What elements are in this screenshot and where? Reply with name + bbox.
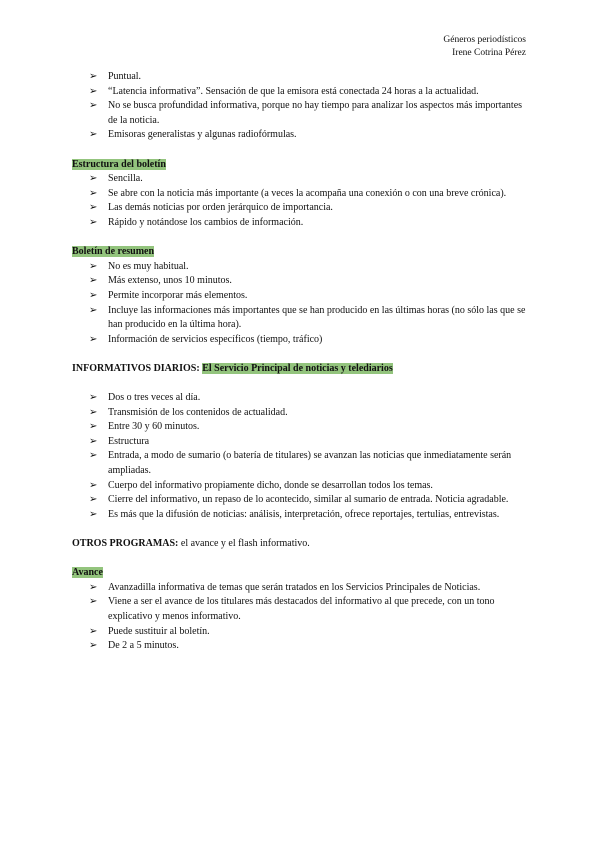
- resumen-list: [72, 260, 528, 348]
- list-item-text: Rápido y notándose los cambios de información.: [108, 216, 304, 228]
- list-item-text: Transmisión de los contenidos de actualidad.: [108, 406, 288, 418]
- diarios-list: [72, 391, 528, 522]
- arrow-bullet-icon: ➢: [89, 100, 98, 112]
- list-item-text: Cuerpo del informativo propiamente dicho, donde se desarrollan todos los temas.: [108, 479, 433, 491]
- diarios-label: INFORMATIVOS DIARIOS:: [72, 362, 200, 374]
- page-header: [443, 34, 526, 60]
- header-subject: Géneros periodísticos: [443, 35, 526, 45]
- diarios-heading: [72, 362, 528, 377]
- arrow-bullet-icon: ➢: [89, 173, 98, 185]
- arrow-bullet-icon: ➢: [89, 392, 98, 404]
- list-item-text: Entrada, a modo de sumario (o batería de titulares) se avanzan las noticias que inmediatamente serán ampliadas.: [108, 450, 512, 477]
- avance-title: Avance: [72, 567, 103, 579]
- list-item: [72, 420, 528, 435]
- list-item-text: Puntual.: [108, 71, 142, 82]
- otros-heading: [72, 537, 528, 552]
- diarios-highlight: El Servicio Principal de noticias y telediarios: [202, 362, 393, 374]
- estructura-heading: [72, 158, 528, 173]
- arrow-bullet-icon: ➢: [89, 71, 98, 82]
- list-item: [72, 333, 528, 348]
- arrow-bullet-icon: ➢: [89, 333, 98, 345]
- list-item: [72, 260, 528, 275]
- list-item-text: Dos o tres veces al día.: [108, 392, 201, 404]
- list-item: [72, 625, 528, 640]
- arrow-bullet-icon: ➢: [89, 479, 98, 491]
- list-item: [72, 128, 528, 143]
- list-item-text: Las demás noticias por orden jerárquico de importancia.: [108, 202, 333, 214]
- list-item-text: Entre 30 y 60 minutos.: [108, 421, 200, 433]
- list-item: [72, 201, 528, 216]
- list-item: [72, 304, 528, 333]
- list-item-text: Información de servicios específicos (tiempo, tráfico): [108, 333, 323, 345]
- arrow-bullet-icon: ➢: [89, 640, 98, 652]
- header-author: Irene Cotrina Pérez: [452, 48, 526, 58]
- arrow-bullet-icon: ➢: [89, 202, 98, 214]
- arrow-bullet-icon: ➢: [89, 85, 98, 97]
- list-item-text: Emisoras generalistas y algunas radiofórmulas.: [108, 129, 297, 141]
- estructura-title: Estructura del boletín: [72, 158, 166, 170]
- resumen-heading: [72, 245, 528, 260]
- list-item-text: Se abre con la noticia más importante (a veces la acompaña una conexión o con una breve crónica).: [108, 187, 507, 199]
- estructura-list: [72, 172, 528, 230]
- arrow-bullet-icon: ➢: [89, 260, 98, 272]
- arrow-bullet-icon: ➢: [89, 216, 98, 228]
- otros-label: OTROS PROGRAMAS:: [72, 538, 179, 549]
- document-body: [72, 70, 528, 654]
- list-item: [72, 99, 528, 128]
- arrow-bullet-icon: ➢: [89, 494, 98, 506]
- list-item-text: No es muy habitual.: [108, 260, 189, 272]
- list-item-text: Estructura: [108, 435, 150, 447]
- list-item-text: “Latencia informativa”. Sensación de que la emisora está conectada 24 horas a la actualidad.: [108, 85, 479, 97]
- intro-list: [72, 70, 528, 143]
- list-item-text: No se busca profundidad informativa, porque no hay tiempo para analizar los aspectos más importantes de la noticia.: [108, 100, 523, 126]
- arrow-bullet-icon: ➢: [89, 596, 98, 608]
- list-item: [72, 289, 528, 304]
- list-item: [72, 70, 528, 85]
- list-item-text: Avanzadilla informativa de temas que serán tratados en los Servicios Principales de Noticias.: [108, 581, 481, 593]
- list-item: [72, 479, 528, 494]
- list-item-text: Sencilla.: [108, 173, 143, 185]
- list-item-text: Es más que la difusión de noticias: análisis, interpretación, ofrece reportajes, tertulias, entrevistas.: [108, 508, 500, 520]
- list-item: [72, 274, 528, 289]
- resumen-title: Boletín de resumen: [72, 246, 155, 258]
- arrow-bullet-icon: ➢: [89, 625, 98, 637]
- arrow-bullet-icon: ➢: [89, 435, 98, 447]
- avance-list: [72, 581, 528, 654]
- list-item: [72, 435, 528, 450]
- list-item: [72, 493, 528, 508]
- list-item-text: Cierre del informativo, un repaso de lo acontecido, similar al sumario de entrada. Noticia agradable.: [108, 494, 509, 506]
- list-item: [72, 449, 528, 478]
- otros-text: el avance y el flash informativo.: [178, 538, 310, 549]
- list-item: [72, 581, 528, 596]
- list-item: [72, 216, 528, 231]
- arrow-bullet-icon: ➢: [89, 304, 98, 316]
- arrow-bullet-icon: ➢: [89, 581, 98, 593]
- list-item: [72, 406, 528, 421]
- list-item: [72, 508, 528, 523]
- list-item: [72, 85, 528, 100]
- arrow-bullet-icon: ➢: [89, 187, 98, 199]
- list-item-text: Viene a ser el avance de los titulares más destacados del informativo al que precede, con un tono explicativo y menos informativo.: [108, 596, 495, 622]
- list-item-text: Incluye las informaciones más importantes que se han producido en las últimas horas (no sólo las que se han producido en la última hora).: [108, 304, 526, 331]
- list-item: [72, 391, 528, 406]
- list-item: [72, 187, 528, 202]
- arrow-bullet-icon: ➢: [89, 450, 98, 462]
- arrow-bullet-icon: ➢: [89, 421, 98, 433]
- list-item-text: Permite incorporar más elementos.: [108, 289, 248, 301]
- avance-heading: [72, 566, 528, 581]
- arrow-bullet-icon: ➢: [89, 406, 98, 418]
- arrow-bullet-icon: ➢: [89, 508, 98, 520]
- list-item: [72, 639, 528, 654]
- list-item: [72, 172, 528, 187]
- arrow-bullet-icon: ➢: [89, 129, 98, 141]
- list-item: [72, 595, 528, 624]
- arrow-bullet-icon: ➢: [89, 289, 98, 301]
- list-item-text: Más extenso, unos 10 minutos.: [108, 275, 232, 287]
- arrow-bullet-icon: ➢: [89, 275, 98, 287]
- list-item-text: Puede sustituir al boletín.: [108, 625, 210, 637]
- list-item-text: De 2 a 5 minutos.: [108, 640, 179, 652]
